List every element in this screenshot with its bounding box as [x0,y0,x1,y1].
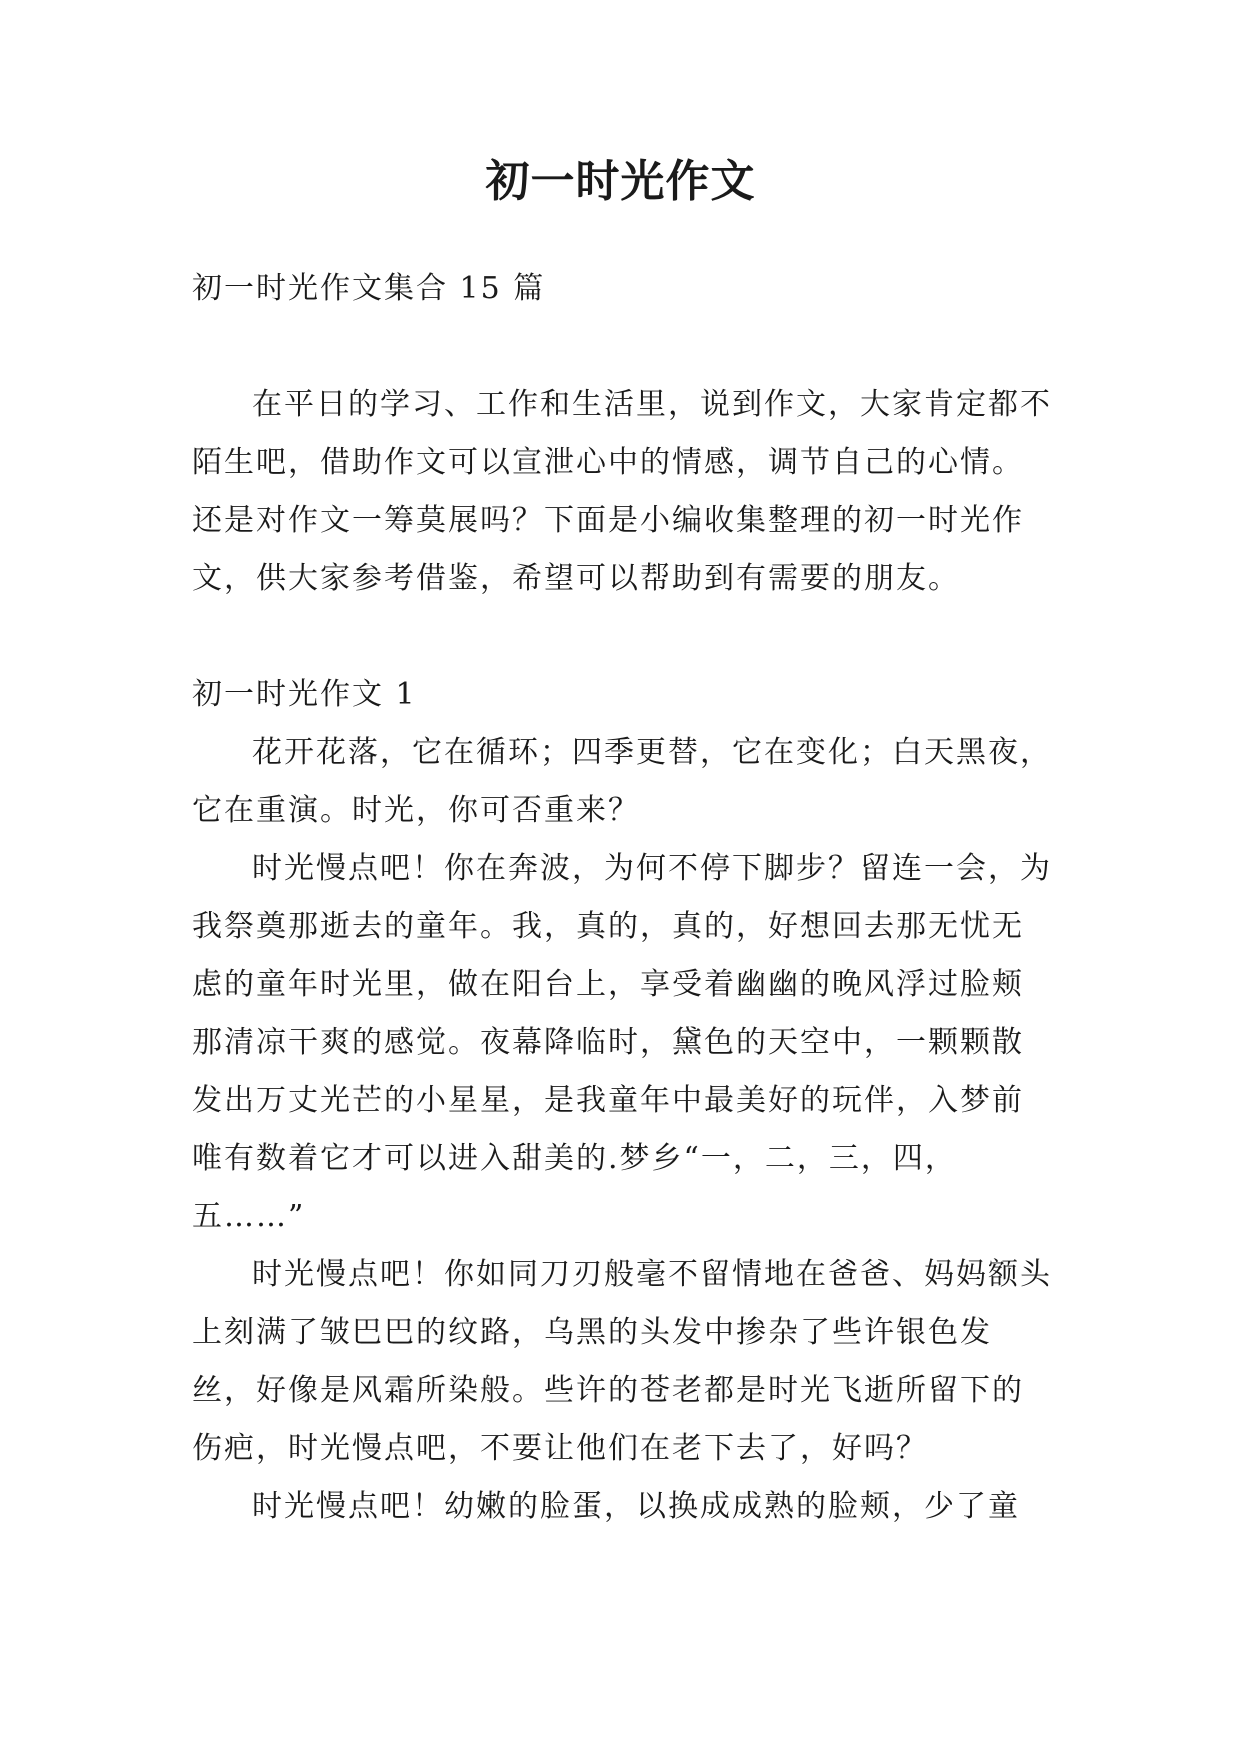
body-paragraph: 时光慢点吧！你如同刀刃般毫不留情地在爸爸、妈妈额头上刻满了皱巴巴的纹路，乌黑的头发中掺杂了些许银色发丝，好像是风霜所染般。些许的苍老都是时光飞逝所留下的伤疤，时光慢点吧，不要让他们在老下去了，好吗？ [192,1257,1052,1466]
document-body [192,260,1052,1536]
body-paragraph: 时光慢点吧！你在奔波，为何不停下脚步？留连一会，为我祭奠那逝去的童年。我，真的，真的，好想回去那无忧无虑的童年时光里，做在阳台上，享受着幽幽的晚风浮过脸颊那清凉干爽的感觉。夜幕降临时，黛色的天空中，一颗颗散发出万丈光芒的小星星，是我童年中最美好的玩伴，入梦前唯有数着它才可以进入甜美的.梦乡“一，二，三，四，五……” [192,851,1052,1234]
document-subtitle: 初一时光作文集合 15 篇 [192,271,546,306]
intro-paragraph: 在平日的学习、工作和生活里，说到作文，大家肯定都不陌生吧，借助作文可以宣泄心中的情感，调节自己的心情。还是对作文一筹莫展吗？下面是小编收集整理的初一时光作文，供大家参考借鉴，希望可以帮助到有需要的朋友。 [192,387,1052,596]
document-title: 初一时光作文 [485,156,756,207]
body-paragraph: 时光慢点吧！幼嫩的脸蛋，以换成成熟的脸颊，少了童 [252,1489,1020,1524]
body-paragraph: 花开花落，它在循环；四季更替，它在变化；白天黑夜，它在重演。时光，你可否重来？ [192,735,1052,828]
section-heading: 初一时光作文 1 [192,677,417,712]
